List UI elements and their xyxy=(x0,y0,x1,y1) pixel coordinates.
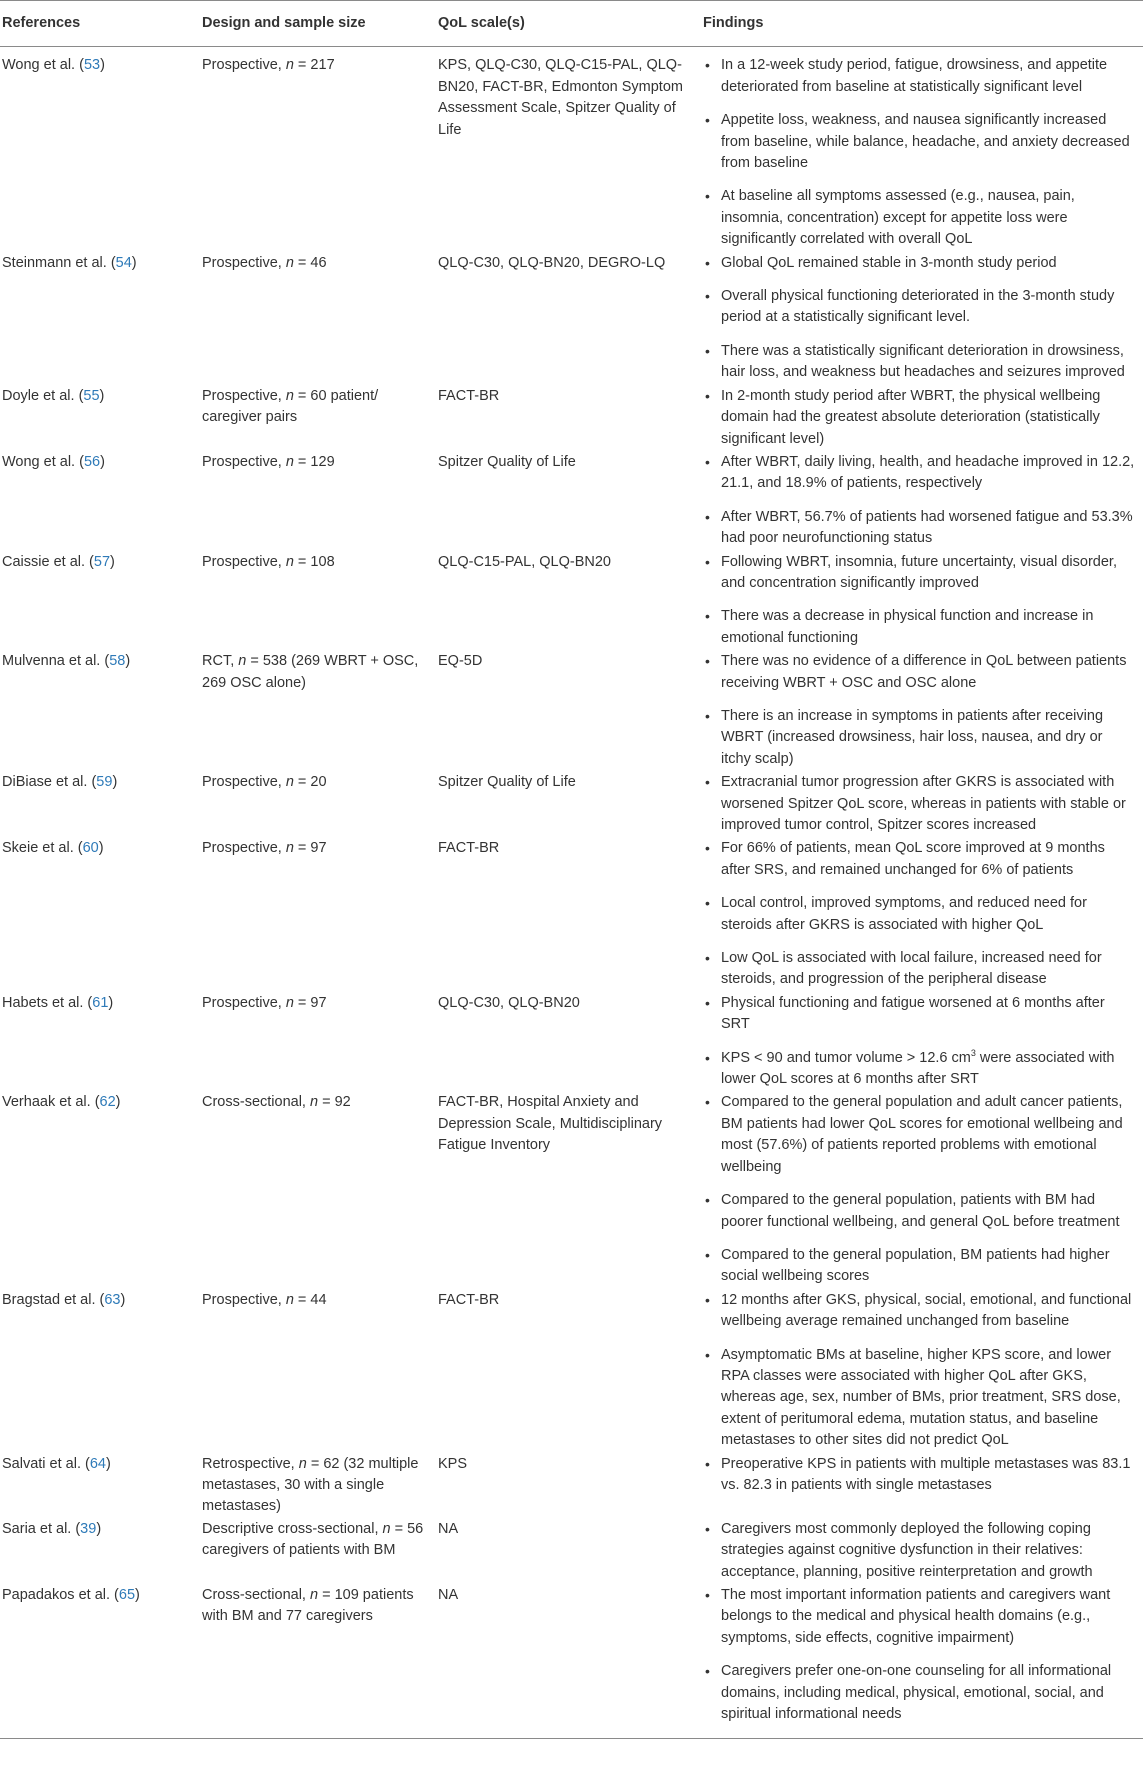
table-row xyxy=(0,1453,1143,1518)
finding-item: • Extracranial tumor progression after GKRS is associated with worsened Spitzer QoL score, whereas in patients with stable or improved tumor control, Spitzer scores increased xyxy=(703,772,1135,836)
table-row xyxy=(0,451,1143,551)
cell-reference xyxy=(0,551,200,651)
cell-findings xyxy=(701,1091,1143,1288)
cell-qol-scales: Spitzer Quality of Life xyxy=(438,453,576,470)
reference-link[interactable]: 62 xyxy=(99,1094,116,1111)
cell-findings xyxy=(701,650,1143,771)
reference-link[interactable]: 58 xyxy=(109,653,126,670)
reference-link[interactable]: 60 xyxy=(82,840,99,857)
reference-author: Bragstad et al. ( xyxy=(2,1291,105,1308)
finding-item: • At baseline all symptoms assessed (e.g., nausea, pain, insomnia, concentration) except for appetite loss were significantly correlated with overall QoL xyxy=(703,186,1135,250)
finding-item: • Compared to the general population and adult cancer patients, BM patients had lower QoL scores for emotional wellbeing and most (57.6%) of patients reported problems with emotional wellbeing xyxy=(703,1092,1135,1178)
cell-reference xyxy=(0,451,200,551)
reference-close: ) xyxy=(108,994,114,1011)
cell-design: Descriptive cross-sectional, n = 56 caregivers of patients with BM xyxy=(202,1520,424,1559)
finding-item: • Compared to the general population, patients with BM had poorer functional wellbeing, and general QoL before treatment xyxy=(703,1190,1135,1233)
table-row xyxy=(0,650,1143,771)
finding-item: • There is an increase in symptoms in patients after receiving WBRT (increased drowsiness, hair loss, nausea, and dry or itchy scalp) xyxy=(703,706,1135,770)
cell-design: Prospective, n = 97 xyxy=(202,994,327,1011)
reference-link[interactable]: 54 xyxy=(115,254,132,271)
findings-list xyxy=(703,253,1135,384)
finding-item: • After WBRT, 56.7% of patients had worsened fatigue and 53.3% had poor neurofunctioning status xyxy=(703,507,1135,550)
findings-list xyxy=(703,1454,1135,1497)
reference-author: Verhaak et al. ( xyxy=(2,1094,100,1111)
cell-findings xyxy=(701,1289,1143,1453)
finding-item: • Global QoL remained stable in 3-month study period xyxy=(703,253,1135,274)
header-references: References xyxy=(0,1,200,47)
reference-author: Wong et al. ( xyxy=(2,453,84,470)
cell-design: Cross-sectional, n = 109 patients with BM and 77 caregivers xyxy=(200,1584,436,1739)
header-findings: Findings xyxy=(701,1,1143,47)
cell-qol-scales: FACT-BR xyxy=(438,387,500,404)
finding-item: • The most important information patients and caregivers want belongs to the medical and physical health domains (e.g., symptoms, side effects, cognitive impairment) xyxy=(703,1585,1135,1649)
findings-list xyxy=(703,1092,1135,1287)
cell-reference xyxy=(0,47,200,252)
cell-reference xyxy=(0,771,200,837)
table-row xyxy=(0,47,1143,252)
cell-qol-scales: QLQ-C15-PAL, QLQ-BN20 xyxy=(438,553,611,570)
table-row xyxy=(0,551,1143,651)
cell-qol-scales: QLQ-C30, QLQ-BN20, DEGRO-LQ xyxy=(438,254,666,271)
reference-close: ) xyxy=(98,840,104,857)
cell-findings xyxy=(701,1584,1143,1739)
cell-qol-scales: NA xyxy=(438,1520,459,1537)
table-row xyxy=(0,1091,1143,1288)
reference-author: Mulvenna et al. ( xyxy=(2,653,110,670)
reference-link[interactable]: 63 xyxy=(104,1291,121,1308)
cell-reference xyxy=(0,1453,200,1518)
cell-qol-scales: FACT-BR xyxy=(438,840,500,857)
reference-link[interactable]: 65 xyxy=(118,1587,136,1603)
reference-author: Saria et al. ( xyxy=(2,1520,81,1537)
cell-findings xyxy=(701,451,1143,551)
finding-item: • Caregivers prefer one-on-one counseling for all informational domains, including medical, physical, emotional, social, and spiritual informational needs xyxy=(703,1661,1135,1725)
cell-reference xyxy=(0,1518,200,1584)
reference-author: Papadakos et al. ( xyxy=(2,1587,119,1603)
finding-item: • Preoperative KPS in patients with multiple metastases was 83.1 vs. 82.3 in patients with single metastases xyxy=(703,1454,1135,1497)
cell-findings xyxy=(701,992,1143,1092)
findings-list xyxy=(703,386,1135,450)
reference-author: Salvati et al. ( xyxy=(2,1455,90,1472)
finding-item: • After WBRT, daily living, health, and headache improved in 12.2, 21.1, and 18.9% of patients, respectively xyxy=(703,452,1135,495)
cell-qol-scales: Spitzer Quality of Life xyxy=(438,774,576,791)
cell-qol-scales: EQ-5D xyxy=(438,653,483,670)
finding-item: • For 66% of patients, mean QoL score improved at 9 months after SRS, and remained unchanged for 6% of patients xyxy=(703,838,1135,881)
reference-close: ) xyxy=(120,1291,126,1308)
cell-reference xyxy=(0,1584,200,1739)
table-row xyxy=(0,1584,1143,1739)
cell-reference xyxy=(0,385,200,451)
finding-item: • In a 12-week study period, fatigue, drowsiness, and appetite deteriorated from baseline at statistically significant level xyxy=(703,55,1135,98)
findings-list xyxy=(703,1290,1135,1452)
reference-close: ) xyxy=(96,1520,102,1537)
cell-findings xyxy=(701,771,1143,837)
findings-list xyxy=(703,552,1135,650)
finding-item: • Local control, improved symptoms, and reduced need for steroids after GKRS is associated with higher QoL xyxy=(703,893,1135,936)
finding-item: • KPS < 90 and tumor volume > 12.6 $cm^3$ were associated with lower QoL scores at 6 months after SRT xyxy=(703,1048,1135,1091)
reference-link[interactable]: 56 xyxy=(83,453,101,470)
table-header xyxy=(0,1,1143,47)
cell-findings xyxy=(701,1518,1143,1584)
cell-reference xyxy=(0,1289,200,1453)
cell-reference xyxy=(0,1091,200,1288)
cell-qol-scales: KPS, QLQ-C30, QLQ-C15-PAL, QLQ-BN20, FACT-BR, Edmonton Symptom Assessment Scale, Spitzer Quality of Life xyxy=(438,57,683,138)
table-row xyxy=(0,385,1143,451)
finding-item: • There was no evidence of a difference in QoL between patients receiving WBRT + OSC and OSC alone xyxy=(703,651,1135,694)
cell-design: Prospective, n = 129 xyxy=(202,453,335,470)
findings-list xyxy=(703,838,1135,990)
cell-design: Retrospective, n = 62 (32 multiple metastases, 30 with a single metastases) xyxy=(202,1455,419,1515)
reference-close: ) xyxy=(105,1455,111,1472)
findings-list xyxy=(703,452,1135,550)
reference-close: ) xyxy=(100,57,105,74)
cell-reference xyxy=(0,992,200,1092)
cell-design: Cross-sectional, n = 92 xyxy=(202,1094,351,1111)
finding-item: • Asymptomatic BMs at baseline, higher KPS score, and lower RPA classes were associated with higher QoL after GKS, whereas age, sex, number of BMs, prior treatment, SRS dose, extent of peritumoral edema, mutation status, and baseline metastases to other sites did not predict QoL xyxy=(703,1345,1135,1452)
cell-design: Prospective, n = 108 xyxy=(202,553,335,570)
reference-close: ) xyxy=(100,453,105,470)
findings-list xyxy=(703,1585,1135,1725)
cell-reference xyxy=(0,252,200,385)
finding-item: • 12 months after GKS, physical, social, emotional, and functional wellbeing average remained unchanged from baseline xyxy=(703,1290,1135,1333)
cell-design: RCT, n = 538 (269 WBRT + OSC, 269 OSC alone) xyxy=(202,653,419,691)
table-body xyxy=(0,47,1143,1739)
header-row xyxy=(0,1,1143,47)
cell-qol-scales: KPS xyxy=(438,1455,468,1472)
cell-qol-scales: FACT-BR, Hospital Anxiety and Depression Scale, Multidisciplinary Fatigue Inventory xyxy=(438,1094,663,1154)
table-row xyxy=(0,992,1143,1092)
cell-qol-scales: FACT-BR xyxy=(438,1291,500,1308)
cell-findings xyxy=(701,1453,1143,1518)
finding-item: • Caregivers most commonly deployed the following coping strategies against cognitive dysfunction in their relatives: acceptance, planning, positive reinterpretation and growth xyxy=(703,1519,1135,1583)
reference-link[interactable]: 57 xyxy=(93,553,111,570)
reference-close: ) xyxy=(99,387,105,404)
reference-link[interactable]: 53 xyxy=(83,57,101,74)
table-row xyxy=(0,1518,1143,1584)
reference-close: ) xyxy=(135,1587,140,1603)
finding-item: • There was a statistically significant deterioration in drowsiness, hair loss, and weakness but headaches and seizures improved xyxy=(703,341,1135,384)
cell-reference xyxy=(0,650,200,771)
header-design: Design and sample size xyxy=(200,1,436,47)
cell-design: Prospective, n = 217 xyxy=(202,57,335,74)
findings-list xyxy=(703,993,1135,1091)
finding-item: • In 2-month study period after WBRT, the physical wellbeing domain had the greatest absolute deterioration (statistically significant level) xyxy=(703,386,1135,450)
cell-findings xyxy=(701,551,1143,651)
table-row xyxy=(0,1289,1143,1453)
finding-item: • Low QoL is associated with local failure, increased need for steroids, and progression of the peripheral disease xyxy=(703,948,1135,991)
cell-design: Prospective, n = 97 xyxy=(202,840,327,857)
reference-close: ) xyxy=(131,254,137,271)
findings-list xyxy=(703,1519,1135,1583)
reference-author: Caissie et al. ( xyxy=(2,553,94,570)
reference-link[interactable]: 55 xyxy=(83,387,100,404)
reference-link[interactable]: 64 xyxy=(89,1455,106,1472)
findings-list xyxy=(703,651,1135,770)
cell-design: Prospective, n = 60 patient/ caregiver pairs xyxy=(202,387,379,426)
finding-item: • Appetite loss, weakness, and nausea significantly increased from baseline, while balance, headache, and anxiety decreased from baseline xyxy=(703,110,1135,174)
cell-qol-scales: QLQ-C30, QLQ-BN20 xyxy=(438,994,580,1011)
reference-author: Habets et al. ( xyxy=(2,994,93,1011)
cell-findings xyxy=(701,47,1143,252)
cell-design: Prospective, n = 44 xyxy=(202,1291,327,1308)
table-row xyxy=(0,771,1143,837)
reference-close: ) xyxy=(112,774,118,791)
cell-design: Prospective, n = 20 xyxy=(202,774,327,791)
cell-reference xyxy=(0,837,200,991)
finding-item: • Following WBRT, insomnia, future uncertainty, visual disorder, and concentration significantly improved xyxy=(703,552,1135,595)
cell-design: Prospective, n = 46 xyxy=(202,254,327,271)
findings-list xyxy=(703,772,1135,836)
finding-item: • There was a decrease in physical function and increase in emotional functioning xyxy=(703,606,1135,649)
reference-close: ) xyxy=(125,653,131,670)
reference-link[interactable]: 59 xyxy=(96,774,113,791)
cell-findings xyxy=(701,252,1143,385)
reference-author: Doyle et al. ( xyxy=(2,387,84,404)
reference-author: Skeie et al. ( xyxy=(2,840,83,857)
reference-close: ) xyxy=(115,1094,121,1111)
reference-close: ) xyxy=(110,553,115,570)
reference-author: DiBiase et al. ( xyxy=(2,774,97,791)
cell-findings xyxy=(701,837,1143,991)
header-qol: QoL scale(s) xyxy=(436,1,701,47)
reference-link[interactable]: 39 xyxy=(80,1520,97,1537)
reference-author: Wong et al. ( xyxy=(2,57,84,74)
cell-findings xyxy=(701,385,1143,451)
reference-author: Steinmann et al. ( xyxy=(2,254,116,271)
reference-link[interactable]: 61 xyxy=(92,994,109,1011)
finding-item: • Overall physical functioning deteriorated in the 3-month study period at a statistically significant level. xyxy=(703,286,1135,329)
findings-list xyxy=(703,55,1135,250)
cell-qol-scales: NA xyxy=(436,1584,701,1739)
finding-item: • Physical functioning and fatigue worsened at 6 months after SRT xyxy=(703,993,1135,1036)
table-row xyxy=(0,252,1143,385)
table-row xyxy=(0,837,1143,991)
finding-item: • Compared to the general population, BM patients had higher social wellbeing scores xyxy=(703,1245,1135,1288)
